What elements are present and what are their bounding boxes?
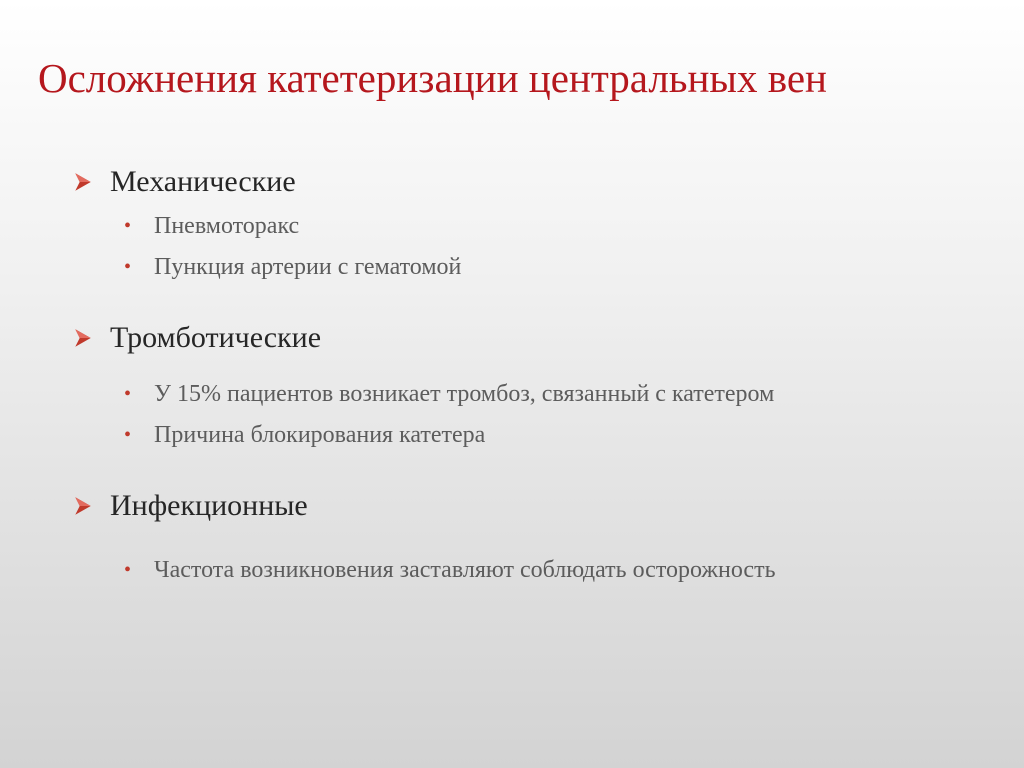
list-item bbox=[124, 554, 776, 586]
section-label: Инфекционные bbox=[110, 489, 308, 522]
slide-title: Осложнения катетеризации центральных вен bbox=[38, 55, 827, 101]
bullet-icon: • bbox=[124, 382, 132, 405]
list-item-text: У 15% пациентов возникает тромбоз, связанный с катетером bbox=[154, 380, 775, 407]
arrow-bullet-icon bbox=[72, 327, 94, 349]
arrow-bullet-icon bbox=[72, 495, 94, 517]
list-item-text: Частота возникновения заставляют соблюдать осторожность bbox=[154, 556, 776, 583]
list-item bbox=[124, 251, 461, 283]
section-label: Тромботические bbox=[110, 321, 322, 354]
bullet-icon: • bbox=[124, 558, 132, 581]
section-mechanical bbox=[72, 162, 462, 280]
bullet-icon: • bbox=[124, 255, 132, 278]
section-heading bbox=[72, 318, 321, 358]
section-thrombotic bbox=[72, 318, 775, 448]
bullet-icon: • bbox=[124, 423, 132, 446]
section-heading bbox=[72, 486, 308, 526]
section-label: Механические bbox=[110, 165, 296, 198]
list-item-text: Причина блокирования катетера bbox=[154, 421, 486, 448]
list-item-text: Пневмоторакс bbox=[154, 212, 300, 239]
section-infectious bbox=[72, 486, 776, 583]
section-heading bbox=[72, 162, 296, 202]
arrow-bullet-icon bbox=[72, 171, 94, 193]
list-item-text: Пункция артерии с гематомой bbox=[154, 253, 462, 280]
bullet-icon: • bbox=[124, 214, 132, 237]
list-item bbox=[124, 419, 485, 451]
list-item bbox=[124, 378, 774, 410]
list-item bbox=[124, 210, 299, 242]
